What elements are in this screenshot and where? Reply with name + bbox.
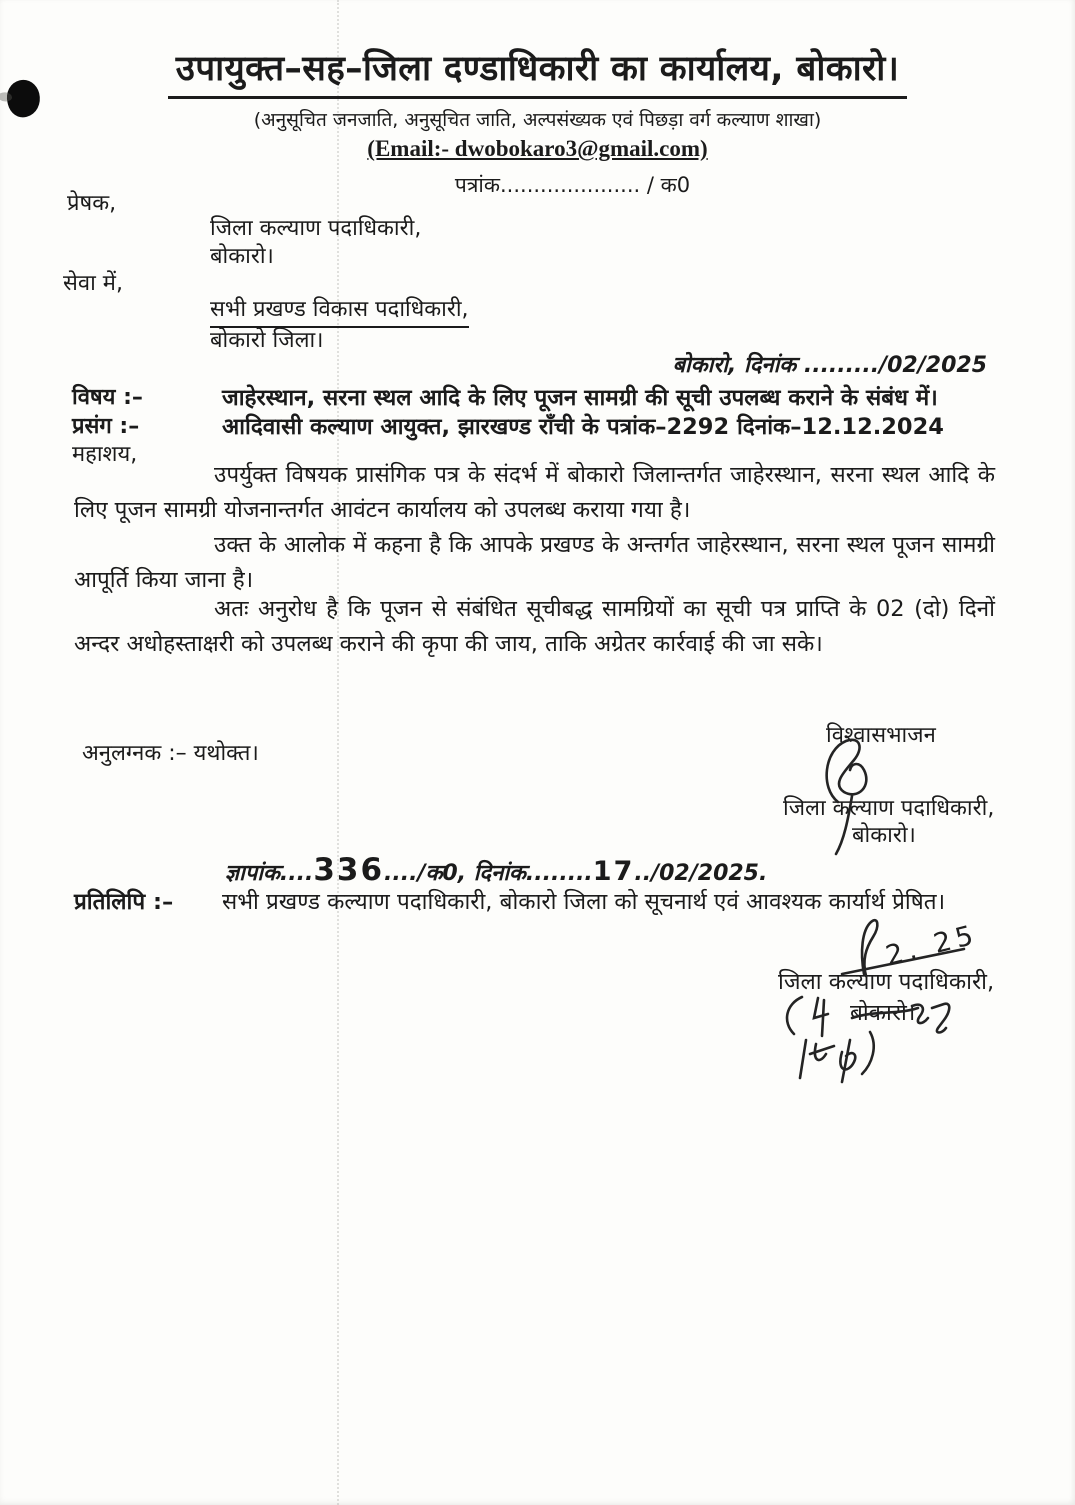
closing-salutation: विश्वासभाजन — [826, 723, 936, 748]
body-paragraph: उपर्युक्त विषयक प्रासंगिक पत्र के संदर्भ में बोकारो जिलान्तर्गत जाहेरस्थान, सरना स्थल आदि के लिए पूजन सामग्री योजनान्तर्गत आवंटन कार्यालय को उपलब्ध कराया गया है। — [74, 462, 995, 523]
memo-suffix: ../02/2025. — [634, 861, 768, 886]
sender-place: बोकारो। — [210, 244, 274, 269]
office-title: उपायुक्त–सह–जिला दण्डाधिकारी का कार्यालय, बोकारो। — [168, 44, 907, 99]
department-subtitle: (अनुसूचित जनजाति, अनुसूचित जाति, अल्पसंख्यक एवं पिछड़ा वर्ग कल्याण शाखा) — [253, 109, 822, 131]
copy-label: प्रतिलिपि :– — [74, 889, 174, 915]
signatory-title: जिला कल्याण पदाधिकारी, — [783, 796, 995, 821]
body-paragraph: उक्त के आलोक में कहना है कि आपके प्रखण्ड के अन्तर्गत जाहेरस्थान, सरना स्थल पूजन सामग्री आपूर्ति किया जाना है। — [74, 532, 995, 593]
memo-dots: ........ — [525, 861, 593, 886]
bottom-signatory-place: बोकारो। — [850, 1000, 916, 1026]
letter-number-line: पत्रांक..................... / क0 — [454, 173, 691, 197]
enclosure-line: अनुलग्नक :– यथोक्त। — [82, 741, 259, 766]
sender-name: जिला कल्याण पदाधिकारी, — [210, 216, 422, 241]
memo-dots: .... — [279, 861, 314, 886]
memo-line — [225, 851, 767, 890]
copy-text: सभी प्रखण्ड कल्याण पदाधिकारी, बोकारो जिला को सूचनार्थ एवं आवश्यक कार्यार्थ प्रेषित। — [222, 889, 946, 915]
subject-label: विषय :– — [72, 385, 143, 410]
bottom-signatory-title: जिला कल्याण पदाधिकारी, — [778, 969, 995, 995]
recipient-place: बोकारो जिला। — [210, 328, 324, 353]
email-line: (Email:- dwobokaro3@gmail.com) — [367, 136, 708, 161]
body-paragraph: अतः अनुरोध है कि पूजन से संबंधित सूचीबद्ध सामग्रियों का सूची पत्र प्राप्ति के 02 (दो) दिनों अन्दर अधोहस्ताक्षरी को उपलब्ध कराने की कृपा की जाय, ताकि अग्रेतर कार्रवाई की जा सके। — [74, 596, 995, 657]
recipient-label: सेवा में, — [63, 271, 123, 296]
signatory-place: बोकारो। — [852, 823, 916, 848]
salutation: महाशय, — [72, 442, 138, 467]
handwritten-date: 2. 25 — [882, 919, 982, 972]
memo-day-handwritten: 17 — [592, 856, 635, 887]
recipient-name: सभी प्रखण्ड विकास पदाधिकारी, — [210, 296, 469, 328]
reference-text: आदिवासी कल्याण आयुक्त, झारखण्ड राँची के पत्रांक–2292 दिनांक–12.12.2024 — [222, 414, 944, 440]
memo-number-handwritten: 336 — [313, 852, 385, 888]
place-date-line: बोकारो, दिनांक ........./02/2025 — [672, 353, 987, 378]
signature-scribble-icon — [808, 736, 900, 862]
memo-middle: ..../क0, दिनांक — [384, 861, 526, 886]
office-letterhead — [0, 44, 1075, 199]
reference-label: प्रसंग :– — [72, 414, 140, 439]
memo-prefix: ज्ञापांक — [225, 861, 280, 886]
subject-text: जाहेरस्थान, सरना स्थल आदि के लिए पूजन सामग्री की सूची उपलब्ध कराने के संबंध में। — [222, 385, 938, 411]
sender-label: प्रेषक, — [67, 191, 117, 216]
